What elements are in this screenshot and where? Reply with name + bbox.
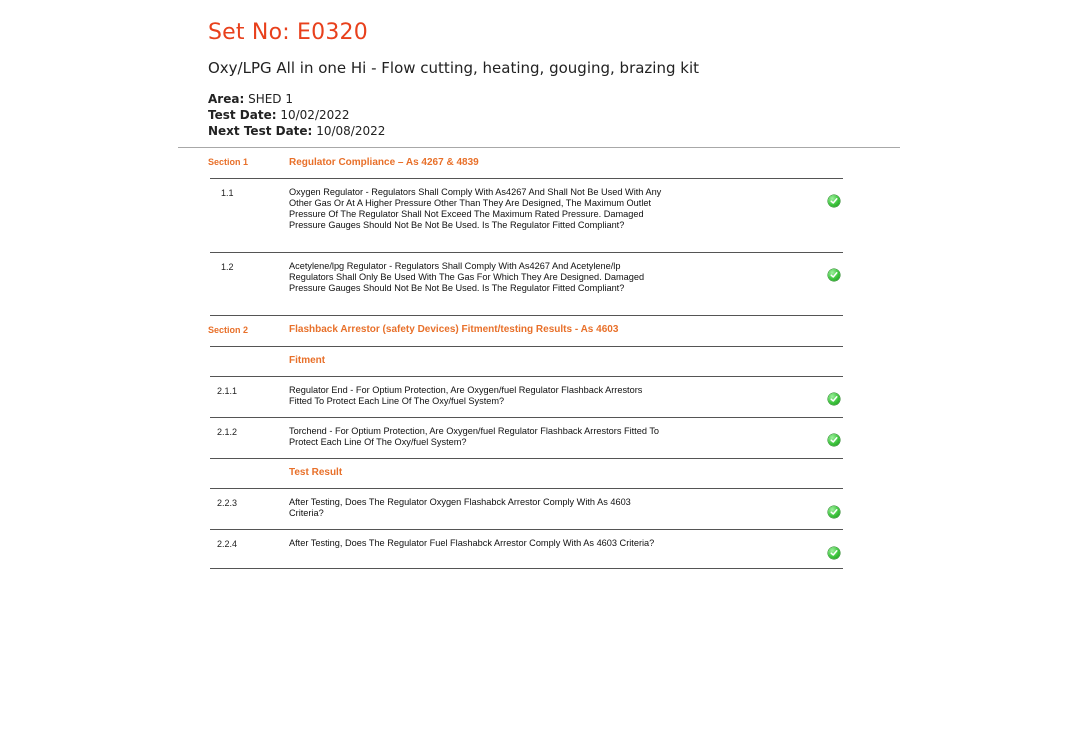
item-number: 2.1.2 [217,427,238,437]
item-number: 2.2.4 [217,539,238,549]
question-line: Protect Each Line Of The Oxy/fuel System? [289,437,467,447]
next-test-date-value: 10/08/2022 [316,124,386,138]
next-test-date-row [208,123,385,139]
row-divider [210,529,843,530]
item-question [289,497,694,519]
item-number: 2.2.3 [217,498,238,508]
test-date-label: Test Date: [208,108,277,122]
item-question [289,538,694,549]
item-number: 2.1.1 [217,386,238,396]
question-line: Regulator End - For Optium Protection, Are Oxygen/fuel Regulator Flashback Arrestors [289,385,643,395]
set-number-title: Set No: E0320 [208,20,368,45]
question-line: Pressure Of The Regulator Shall Not Exceed The Maximum Rated Pressure. Damaged [289,209,644,219]
header-divider [178,147,900,148]
question-line: After Testing, Does The Regulator Oxygen Flashabck Arrestor Comply With As 4603 [289,497,631,507]
question-line: Torchend - For Optium Protection, Are Oxygen/fuel Regulator Flashback Arrestors Fitted To [289,426,660,436]
area-row [208,91,385,107]
area-label: Area: [208,92,245,106]
pass-check-icon [828,434,840,446]
item-question [289,187,694,231]
question-line: Pressure Gauges Should Not Be Not Be Used. Is The Regulator Fitted Compliant? [289,220,625,230]
test-date-value: 10/02/2022 [280,108,350,122]
question-line: Pressure Gauges Should Not Be Not Be Used. Is The Regulator Fitted Compliant? [289,283,625,293]
item-question [289,261,694,294]
row-divider [210,252,843,253]
question-line: Acetylene/lpg Regulator - Regulators Shall Comply With As4267 And Acetylene/lp [289,261,621,271]
next-test-date-label: Next Test Date: [208,124,313,138]
test-date-row [208,107,385,123]
row-divider [210,568,843,569]
question-line: Other Gas Or At A Higher Pressure Other Than They Are Designed, The Maximum Outlet [289,198,652,208]
row-divider [210,346,843,347]
area-value: SHED 1 [248,92,293,106]
row-divider [210,178,843,179]
item-number: 1.2 [221,262,234,272]
item-number: 1.1 [221,188,234,198]
pass-check-icon [828,506,840,518]
row-divider [210,458,843,459]
row-divider [210,315,843,316]
question-line: Oxygen Regulator - Regulators Shall Comply With As4267 And Shall Not Be Used With Any [289,187,662,197]
subsection-title-fitment: Fitment [289,355,326,366]
pass-check-icon [828,393,840,405]
meta-info [208,91,385,139]
pass-check-icon [828,547,840,559]
item-question [289,426,694,448]
question-line: Fitted To Protect Each Line Of The Oxy/fuel System? [289,396,505,406]
row-divider [210,376,843,377]
question-line: After Testing, Does The Regulator Fuel Flashabck Arrestor Comply With As 4603 Criteria? [289,538,655,548]
pass-check-icon [828,269,840,281]
row-divider [210,417,843,418]
section-1-label: Section 1 [208,157,249,167]
kit-title: Oxy/LPG All in one Hi - Flow cutting, heating, gouging, brazing kit [208,59,700,77]
pass-check-icon [828,195,840,207]
section-2-label: Section 2 [208,325,249,335]
subsection-title-test-result: Test Result [289,467,343,478]
section-1-title: Regulator Compliance – As 4267 & 4839 [289,157,479,168]
question-line: Criteria? [289,508,324,518]
item-question [289,385,694,407]
question-line: Regulators Shall Only Be Used With The Gas For Which They Are Designed. Damaged [289,272,645,282]
row-divider [210,488,843,489]
section-2-title: Flashback Arrestor (safety Devices) Fitment/testing Results - As 4603 [289,324,619,335]
